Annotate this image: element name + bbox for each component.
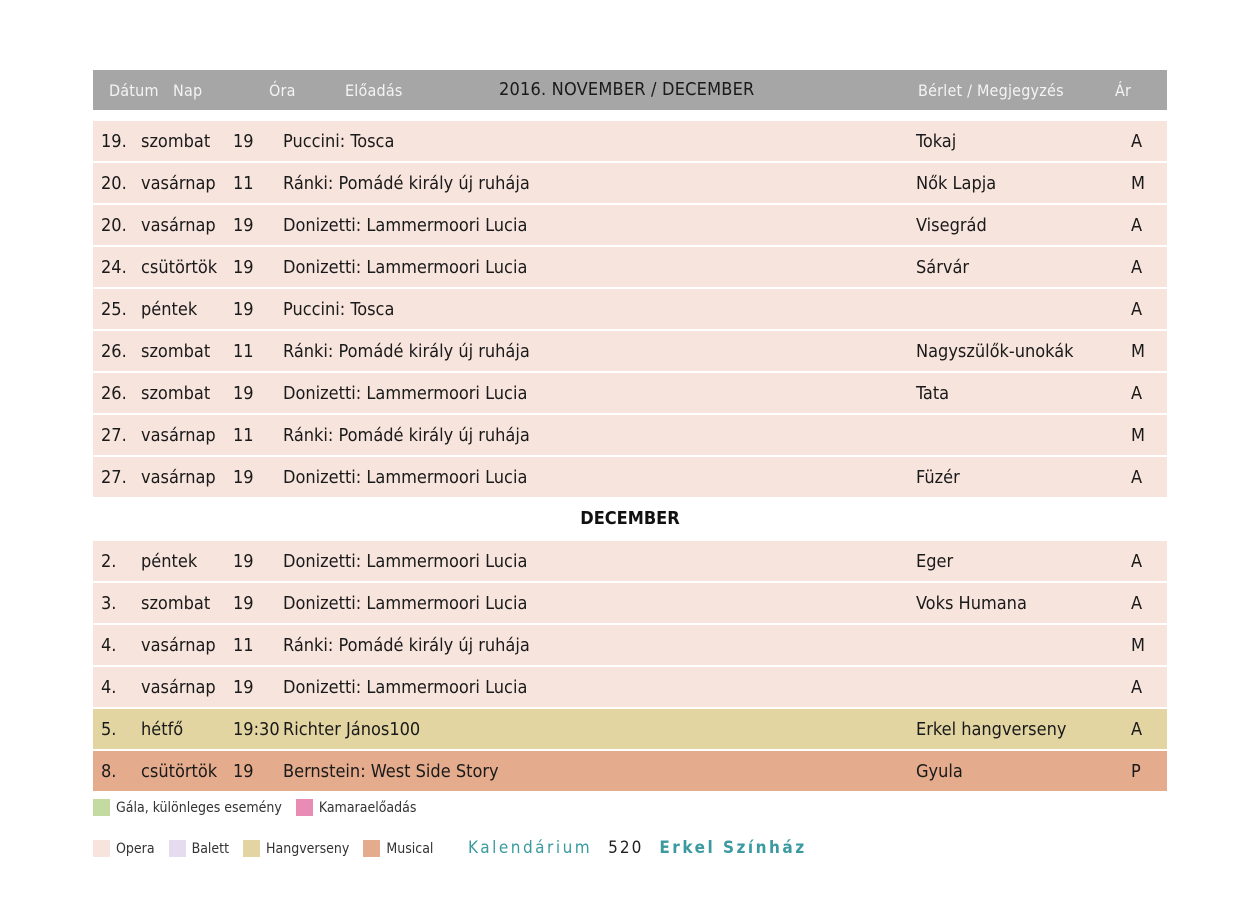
row-date: 3. [101, 593, 117, 614]
table-header [93, 70, 1167, 110]
row-subscription: Nők Lapja [916, 173, 997, 194]
row-hour: 11 [233, 635, 254, 656]
row-date: 8. [101, 761, 117, 782]
legend-item [243, 840, 349, 857]
table-row [93, 331, 1167, 371]
row-title: Donizetti: Lammermoori Lucia [283, 467, 528, 488]
row-title: Puccini: Tosca [283, 299, 395, 320]
row-day: csütörtök [141, 761, 218, 782]
row-day: péntek [141, 551, 198, 572]
month-separator: DECEMBER [580, 508, 680, 529]
row-title: Ránki: Pomádé király új ruhája [283, 341, 530, 362]
legend-item [296, 799, 417, 816]
table-row [93, 667, 1167, 707]
legend-label: Kamaraelőadás [318, 799, 417, 816]
header-date: Dátum [109, 81, 159, 100]
row-hour: 19 [233, 299, 254, 320]
row-price: P [1131, 761, 1141, 782]
row-day: hétfő [141, 719, 184, 740]
row-hour: 19 [233, 677, 254, 698]
row-title: Donizetti: Lammermoori Lucia [283, 551, 528, 572]
header-day: Nap [173, 81, 203, 100]
row-hour: 19 [233, 215, 254, 236]
legend-item [169, 840, 229, 857]
row-subscription: Voks Humana [916, 593, 1027, 614]
row-hour: 19 [233, 551, 254, 572]
row-price: A [1131, 383, 1143, 404]
header-subscription: Bérlet / Megjegyzés [918, 81, 1064, 100]
table-row [93, 289, 1167, 329]
legend-swatch [296, 799, 313, 816]
row-subscription: Gyula [916, 761, 963, 782]
row-hour: 19 [233, 467, 254, 488]
row-title: Donizetti: Lammermoori Lucia [283, 677, 528, 698]
row-price: A [1131, 215, 1143, 236]
row-day: péntek [141, 299, 198, 320]
row-title: Donizetti: Lammermoori Lucia [283, 215, 528, 236]
row-date: 19. [101, 131, 127, 152]
table-row [93, 751, 1167, 791]
table-row [93, 457, 1167, 497]
row-subscription: Nagyszülők-unokák [916, 341, 1074, 362]
row-date: 26. [101, 341, 127, 362]
row-hour: 11 [233, 173, 254, 194]
row-price: A [1131, 551, 1143, 572]
footer-kalendarium: Kalendárium [468, 838, 593, 858]
row-date: 2. [101, 551, 117, 572]
table-row [93, 373, 1167, 413]
legend-item [93, 799, 282, 816]
row-hour: 19 [233, 593, 254, 614]
row-subscription: Tokaj [916, 131, 957, 152]
row-day: szombat [141, 593, 211, 614]
row-date: 24. [101, 257, 127, 278]
row-title: Ránki: Pomádé király új ruhája [283, 425, 530, 446]
row-title: Richter János100 [283, 719, 421, 740]
legend-swatch [363, 840, 380, 857]
table-row [93, 247, 1167, 287]
legend-swatch [169, 840, 186, 857]
row-subscription: Eger [916, 551, 954, 572]
legend-label: Gála, különleges esemény [116, 799, 282, 816]
page-title: 2016. NOVEMBER / DECEMBER [499, 79, 755, 100]
row-hour: 19 [233, 383, 254, 404]
row-title: Bernstein: West Side Story [283, 761, 499, 782]
legend-label: Balett [191, 840, 230, 857]
schedule-sheet [93, 70, 1167, 793]
row-day: szombat [141, 341, 211, 362]
row-price: M [1131, 173, 1145, 194]
row-price: A [1131, 131, 1143, 152]
row-date: 27. [101, 467, 127, 488]
row-day: vasárnap [141, 425, 216, 446]
row-price: A [1131, 677, 1143, 698]
legend-label: Hangverseny [266, 840, 350, 857]
legend-bottom [93, 840, 447, 861]
row-price: A [1131, 719, 1143, 740]
row-hour: 19:30 [233, 719, 280, 740]
row-hour: 19 [233, 257, 254, 278]
table-row [93, 205, 1167, 245]
row-day: vasárnap [141, 467, 216, 488]
header-show: Előadás [345, 81, 403, 100]
legend-swatch [93, 840, 110, 857]
row-price: M [1131, 635, 1145, 656]
row-day: vasárnap [141, 635, 216, 656]
row-price: M [1131, 341, 1145, 362]
header-price: Ár [1115, 81, 1132, 100]
row-title: Donizetti: Lammermoori Lucia [283, 257, 528, 278]
table-row [93, 121, 1167, 161]
row-day: vasárnap [141, 677, 216, 698]
page-number: 520 [608, 838, 644, 858]
legend-label: Musical [386, 840, 434, 857]
row-price: A [1131, 257, 1143, 278]
row-date: 20. [101, 173, 127, 194]
legend-swatch [93, 799, 110, 816]
row-hour: 11 [233, 425, 254, 446]
table-row [93, 163, 1167, 203]
row-subscription: Erkel hangverseny [916, 719, 1067, 740]
legend-label: Opera [116, 840, 155, 857]
row-price: M [1131, 425, 1145, 446]
table-row [93, 709, 1167, 749]
row-hour: 11 [233, 341, 254, 362]
row-date: 5. [101, 719, 117, 740]
row-date: 25. [101, 299, 127, 320]
schedule-rows [93, 121, 1167, 791]
legend-item [93, 840, 155, 857]
row-date: 26. [101, 383, 127, 404]
row-price: A [1131, 593, 1143, 614]
row-title: Puccini: Tosca [283, 131, 395, 152]
legend-swatch [243, 840, 260, 857]
header-hour: Óra [269, 81, 296, 100]
table-row [93, 625, 1167, 665]
footer-theatre-name: Erkel Színház [659, 838, 807, 858]
row-price: A [1131, 467, 1143, 488]
row-day: vasárnap [141, 173, 216, 194]
row-date: 4. [101, 635, 117, 656]
table-row [93, 541, 1167, 581]
row-hour: 19 [233, 761, 254, 782]
row-date: 20. [101, 215, 127, 236]
row-subscription: Visegrád [916, 215, 987, 236]
row-date: 4. [101, 677, 117, 698]
footer-brand [468, 838, 807, 858]
row-title: Donizetti: Lammermoori Lucia [283, 593, 528, 614]
row-day: csütörtök [141, 257, 218, 278]
table-row [93, 415, 1167, 455]
november-rows [93, 121, 1167, 497]
legend-top [93, 799, 430, 820]
row-subscription: Tata [916, 383, 950, 404]
row-title: Donizetti: Lammermoori Lucia [283, 383, 528, 404]
table-row [93, 583, 1167, 623]
row-subscription: Sárvár [916, 257, 970, 278]
row-hour: 19 [233, 131, 254, 152]
row-day: szombat [141, 131, 211, 152]
row-title: Ránki: Pomádé király új ruhája [283, 173, 530, 194]
row-subscription: Füzér [916, 467, 960, 488]
row-price: A [1131, 299, 1143, 320]
legend-item [363, 840, 433, 857]
row-day: szombat [141, 383, 211, 404]
row-day: vasárnap [141, 215, 216, 236]
row-title: Ránki: Pomádé király új ruhája [283, 635, 530, 656]
december-rows [93, 541, 1167, 791]
row-date: 27. [101, 425, 127, 446]
